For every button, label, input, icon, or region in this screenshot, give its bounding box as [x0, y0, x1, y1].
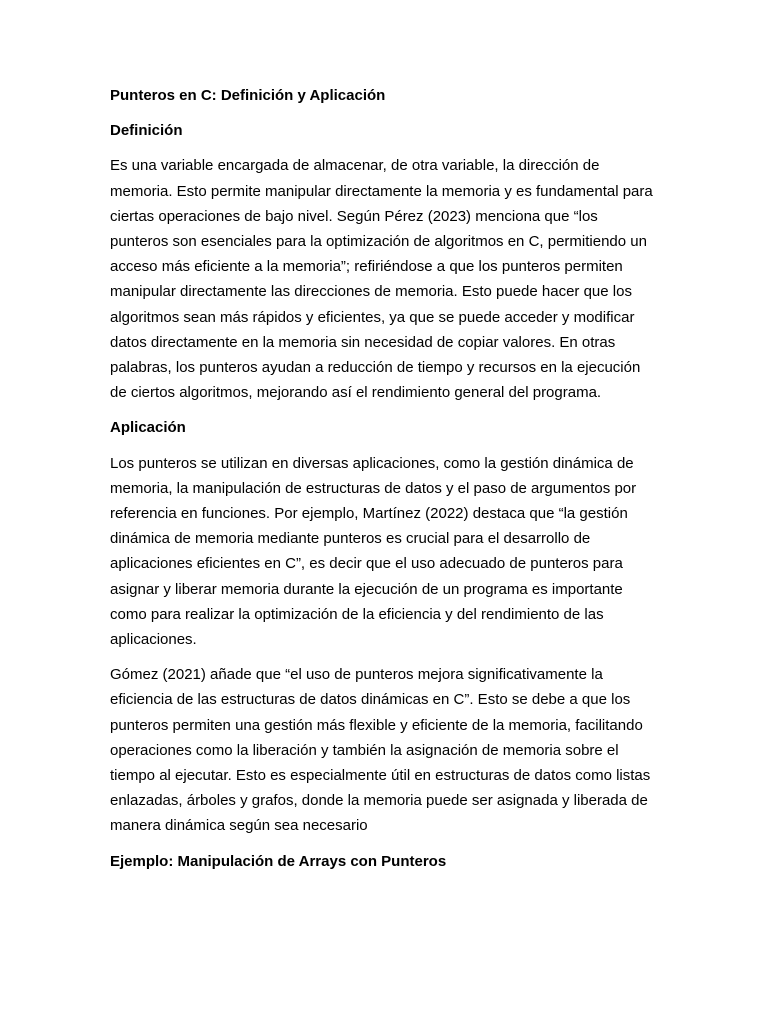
document-title: Punteros en C: Definición y Aplicación	[110, 87, 386, 104]
paragraph-definicion: Es una variable encargada de almacenar, de otra variable, la dirección de memoria. Esto permite manipular directamente la memoria y es fundamental para ciertas operaciones de bajo nivel. Según Pérez (2023) menciona que “los punteros son esenciales para la optimización de algoritmos en C, permitiendo un acceso más eficiente a la memoria”; refiriéndose a que los punteros permiten manipular directamente las direcciones de memoria. Esto puede hacer que los algoritmos sean más rápidos y eficientes, ya que se puede acceder y modificar datos directamente en la memoria sin necesidad de copiar valores. En otras palabras, los punteros ayudan a reducción de tiempo y recursos en la ejecución de ciertos algoritmos, mejorando así el rendimiento general del programa.	[110, 157, 653, 402]
section-heading-definicion: Definición	[110, 122, 183, 140]
document-page	[110, 83, 658, 884]
section-heading-ejemplo: Ejemplo: Manipulación de Arrays con Punteros	[110, 852, 447, 870]
paragraph-aplicacion-1: Los punteros se utilizan en diversas aplicaciones, como la gestión dinámica de memoria, la manipulación de estructuras de datos y el paso de argumentos por referencia en funciones. Por ejemplo, Martínez (2022) destaca que “la gestión dinámica de memoria mediante punteros es crucial para el desarrollo de aplicaciones eficientes en C”, es decir que el uso adecuado de punteros para asignar y liberar memoria durante la ejecución de un programa es importante como para realizar la optimización de la eficiencia y del rendimiento de las aplicaciones.	[110, 454, 637, 649]
section-heading-aplicacion: Aplicación	[110, 419, 186, 437]
paragraph-aplicacion-2: Gómez (2021) añade que “el uso de punteros mejora significativamente la eficiencia de las estructuras de datos dinámicas en C”. Esto se debe a que los punteros permiten una gestión más flexible y eficiente de la memoria, facilitando operaciones como la liberación y también la asignación de memoria sobre el tiempo al ejecutar. Esto es especialmente útil en estructuras de datos como listas enlazadas, árboles y grafos, donde la memoria puede ser asignada y liberada de manera dinámica según sea necesario	[110, 666, 651, 835]
